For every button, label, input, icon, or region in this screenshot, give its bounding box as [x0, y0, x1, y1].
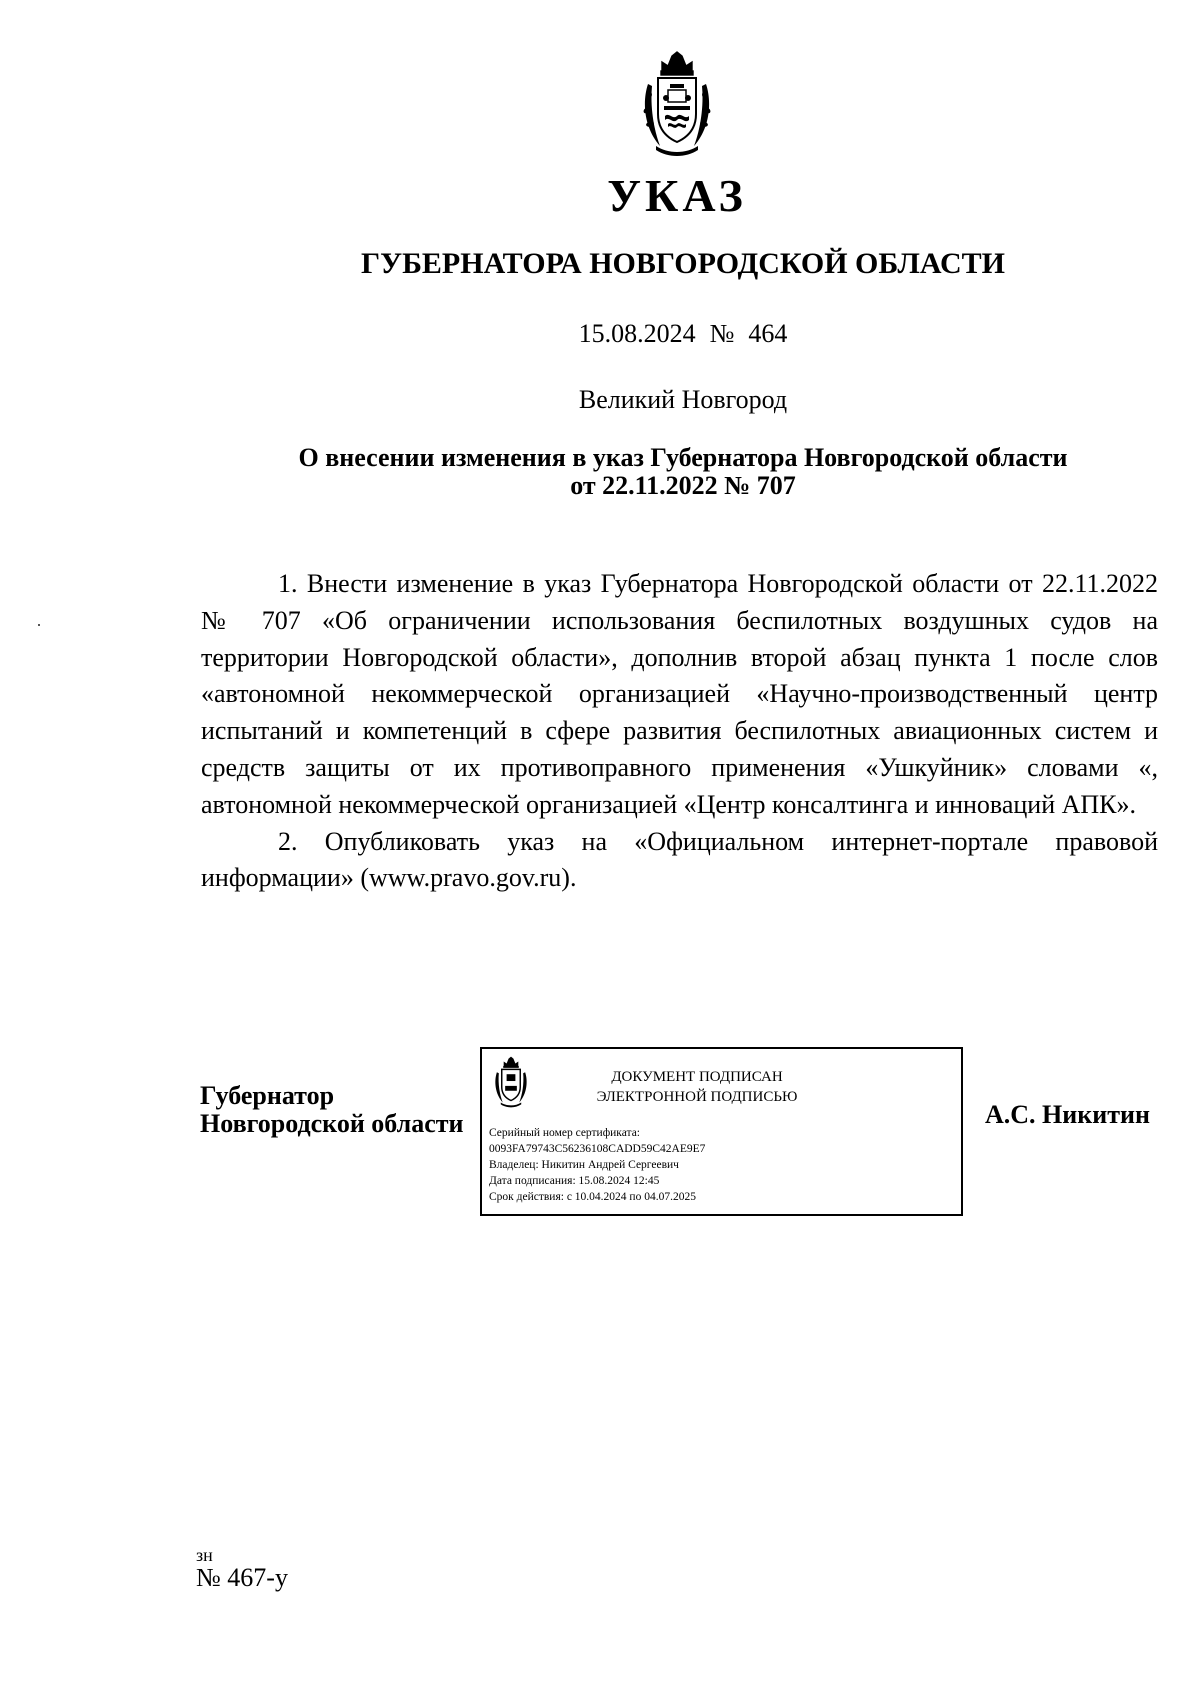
document-date: 15.08.2024: [578, 319, 696, 348]
document-heading: [0, 444, 1200, 500]
stamp-header-line-1: ДОКУМЕНТ ПОДПИСАН: [611, 1069, 783, 1085]
stamp-owner: Владелец: Никитин Андрей Сергеевич: [489, 1159, 679, 1171]
document-footer: [196, 1546, 288, 1592]
heading-line-2: от 22.11.2022 № 707: [570, 471, 796, 500]
signatory-position: [200, 1082, 464, 1138]
signatory-name: А.С. Никитин: [985, 1100, 1150, 1129]
stamp-coat-of-arms-icon: [492, 1055, 530, 1109]
date-number-line: [0, 318, 1200, 350]
number-sign: №: [709, 319, 735, 348]
stamp-header-line-2: ЭЛЕКТРОННОЙ ПОДПИСЬЮ: [596, 1089, 798, 1105]
registration-number: № 467-у: [196, 1563, 288, 1592]
signatory-position-line-1: Губернатор: [200, 1081, 335, 1110]
document-number: 464: [748, 319, 788, 348]
stamp-header: [572, 1067, 822, 1107]
paragraph-2: 2. Опубликовать указ на «Официальном интернет-портале правовой информации» (www.pravo.gov.ru).: [201, 826, 1158, 893]
document-subtitle: ГУБЕРНАТОРА НОВГОРОДСКОЙ ОБЛАСТИ: [360, 247, 1006, 280]
stamp-serial: 0093FA79743C56236108CADD59C42AE9E7: [489, 1143, 706, 1155]
heading-line-1: О внесении изменения в указ Губернатора Новгородской области: [298, 443, 1068, 472]
coat-of-arms-icon: [638, 50, 716, 158]
executor-initials: зн: [196, 1545, 213, 1565]
stamp-details: [489, 1125, 705, 1205]
scan-speck: [38, 624, 40, 626]
signatory-position-line-2: Новгородской области: [200, 1109, 464, 1138]
stamp-signed-date: Дата подписания: 15.08.2024 12:45: [489, 1175, 660, 1187]
stamp-validity: Срок действия: с 10.04.2024 по 04.07.2025: [489, 1191, 696, 1203]
document-body: [201, 566, 1158, 897]
place-of-issue: Великий Новгород: [578, 385, 788, 414]
paragraph-1: 1. Внести изменение в указ Губернатора Новгородской области от 22.11.2022 № 707 «Об ограничении использования беспилотных воздушных судов на территории Новгородской области», дополнив второй абзац пункта 1 после слов «автономной некоммерческой организацией «Научно-производственный центр испытаний и компетенций в сфере развития беспилотных авиационных систем и средств защиты от их противоправного применения «Ушкуйник» словами «, автономной некоммерческой организацией «Центр консалтинга и инноваций АПК».: [201, 569, 1158, 819]
electronic-signature-stamp: [480, 1047, 963, 1216]
stamp-serial-label: Серийный номер сертификата:: [489, 1127, 640, 1139]
document-title: УКАЗ: [607, 170, 747, 221]
